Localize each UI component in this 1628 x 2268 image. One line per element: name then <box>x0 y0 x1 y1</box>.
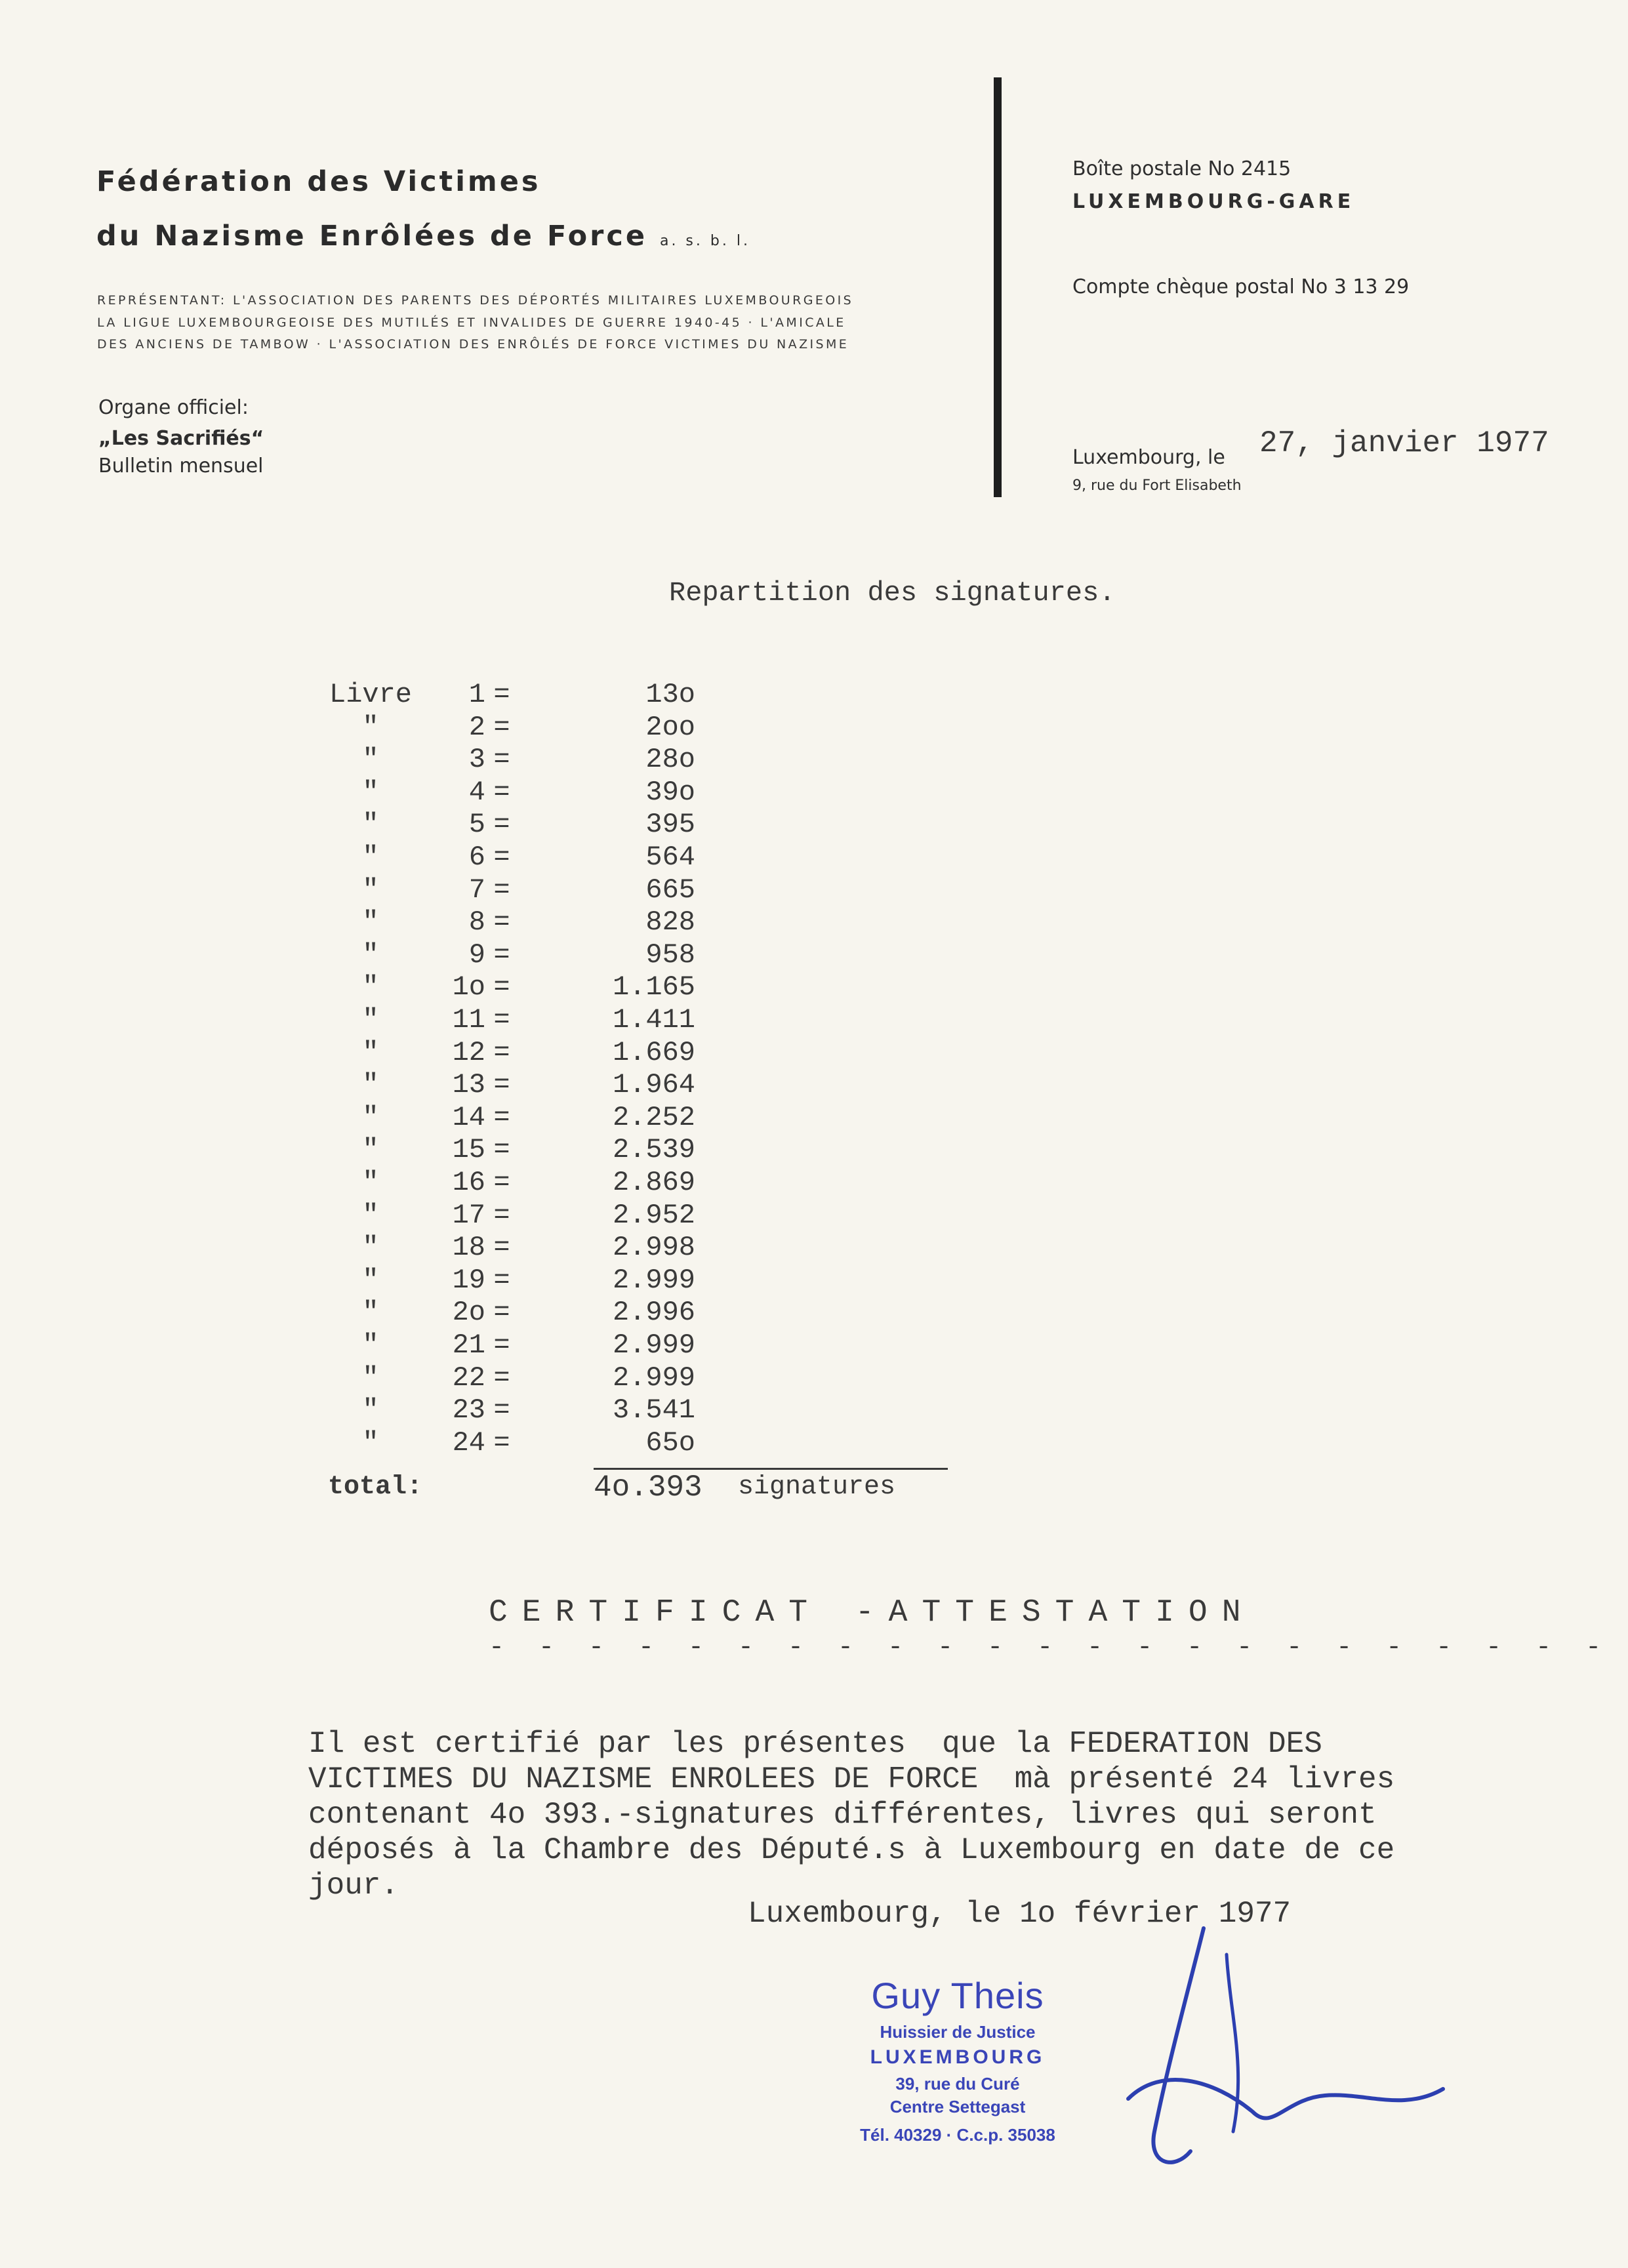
table-row <box>328 1265 695 1296</box>
row-equals: = <box>493 1199 510 1231</box>
table-row <box>328 1297 695 1328</box>
row-equals: = <box>493 1264 510 1296</box>
row-equals: = <box>493 1004 510 1036</box>
row-number: 8 <box>468 906 485 939</box>
table-row <box>328 1427 695 1459</box>
row-value: 28o <box>645 744 695 776</box>
letterhead-divider <box>994 77 1002 497</box>
table-row <box>328 1167 695 1198</box>
row-prefix: " <box>362 1199 379 1231</box>
row-equals: = <box>493 874 510 906</box>
table-row <box>328 1037 695 1068</box>
table-row <box>328 744 695 775</box>
row-value: 2.252 <box>612 1101 695 1133</box>
row-value: 1.964 <box>612 1069 695 1101</box>
row-equals: = <box>493 971 510 1003</box>
asbl-label: a. s. b. l. <box>659 233 750 249</box>
row-prefix: " <box>362 874 379 906</box>
row-value: 2.869 <box>612 1167 695 1198</box>
row-number: 16 <box>452 1167 485 1198</box>
row-equals: = <box>493 1297 510 1329</box>
row-number: 15 <box>452 1134 485 1166</box>
row-number: 5 <box>468 809 485 841</box>
row-value: 828 <box>645 906 695 939</box>
row-value: 13o <box>645 679 695 710</box>
table-row <box>328 777 695 808</box>
row-equals: = <box>493 1167 510 1198</box>
table-row <box>328 1134 695 1165</box>
certificate-heading: CERTIFICAT -ATTESTATION <box>489 1595 1255 1630</box>
stamp-title: Huissier de Justice <box>880 2022 1036 2042</box>
row-value: 1.411 <box>612 1004 695 1036</box>
table-row <box>328 1200 695 1231</box>
org-name-text: du Nazisme Enrôlées de Force <box>96 220 647 253</box>
row-prefix: " <box>362 1329 379 1361</box>
table-row <box>328 1004 695 1036</box>
row-value: 65o <box>645 1427 695 1459</box>
cert-date: Luxembourg, le 1o février 1977 <box>748 1897 1292 1931</box>
luxembourg-gare: LUXEMBOURG-GARE <box>1072 190 1355 213</box>
row-number: 18 <box>452 1232 485 1264</box>
row-prefix: " <box>362 711 379 743</box>
boite-postale: Boîte postale No 2415 <box>1072 157 1292 180</box>
row-number: 6 <box>468 841 485 873</box>
row-prefix: " <box>362 906 379 939</box>
row-equals: = <box>493 1329 510 1361</box>
table-row <box>328 1329 695 1361</box>
cert-line-1: Il est certifié par les présentes que la FEDERATION DES <box>308 1727 1322 1761</box>
row-prefix: " <box>362 1167 379 1198</box>
row-prefix: " <box>362 776 379 808</box>
row-equals: = <box>493 776 510 808</box>
row-equals: = <box>493 744 510 776</box>
row-prefix: " <box>362 1362 379 1394</box>
letter-date: 27, janvier 1977 <box>1259 426 1549 460</box>
row-value: 2.952 <box>612 1199 695 1231</box>
row-prefix: " <box>362 841 379 873</box>
row-prefix: " <box>362 1036 379 1068</box>
total-unit: signatures <box>738 1472 896 1502</box>
row-number: 21 <box>452 1329 485 1361</box>
row-number: 13 <box>452 1069 485 1101</box>
stamp-tel: Tél. 40329 · C.c.p. 35038 <box>860 2125 1055 2145</box>
stamp-centre: Centre Settegast <box>889 2097 1026 2116</box>
stamp-city: LUXEMBOURG <box>870 2046 1046 2068</box>
table-row <box>328 679 695 710</box>
table-row <box>328 1362 695 1394</box>
row-value: 1.669 <box>612 1036 695 1068</box>
row-value: 564 <box>645 841 695 873</box>
organe-name: „Les Sacrifiés“ <box>98 427 264 450</box>
cert-line-3: contenant 4o 393.-signatures différentes, livres qui seront <box>308 1798 1377 1832</box>
certificate-underline: - - - - - - - - - - - - - - - - - - - - - - - <box>489 1633 1611 1663</box>
organe-label: Organe officiel: <box>98 396 249 419</box>
row-prefix: " <box>362 1232 379 1264</box>
row-number: 12 <box>452 1036 485 1068</box>
table-row <box>328 841 695 873</box>
row-number: 9 <box>468 939 485 971</box>
handwritten-signature <box>1049 1915 1522 2230</box>
row-equals: = <box>493 679 510 710</box>
row-equals: = <box>493 1362 510 1394</box>
table-row <box>328 906 695 938</box>
org-name-line1: Fédération des Victimes <box>96 165 541 198</box>
row-number: 11 <box>452 1004 485 1036</box>
row-value: 2oo <box>645 711 695 743</box>
row-prefix: " <box>362 744 379 776</box>
row-number: 1o <box>452 971 485 1003</box>
table-row <box>328 1102 695 1133</box>
row-prefix: " <box>362 1264 379 1296</box>
represent-line-2: LA LIGUE LUXEMBOURGEOISE DES MUTILÉS ET INVALIDES DE GUERRE 1940-45 · L'AMICALE <box>97 315 846 330</box>
row-value: 2.998 <box>612 1232 695 1264</box>
table-row <box>328 809 695 840</box>
row-value: 1.165 <box>612 971 695 1003</box>
row-number: 22 <box>452 1362 485 1394</box>
row-value: 2.999 <box>612 1329 695 1361</box>
cert-line-4: déposés à la Chambre des Député.s à Luxembourg en date de ce <box>308 1833 1395 1867</box>
table-row <box>328 1394 695 1426</box>
table-row <box>328 939 695 971</box>
row-value: 665 <box>645 874 695 906</box>
compte-cheque: Compte chèque postal No 3 13 29 <box>1072 275 1410 298</box>
row-prefix: " <box>362 809 379 841</box>
row-equals: = <box>493 1232 510 1264</box>
total-label: total: <box>328 1472 423 1502</box>
org-name-line2 <box>96 220 750 253</box>
row-prefix: " <box>362 1297 379 1329</box>
row-number: 23 <box>452 1394 485 1427</box>
row-prefix: " <box>362 1101 379 1133</box>
table-row <box>328 1069 695 1101</box>
row-number: 4 <box>468 776 485 808</box>
row-value: 39o <box>645 776 695 808</box>
distribution-title: Repartition des signatures. <box>669 577 1116 609</box>
represent-line-1: REPRÉSENTANT: L'ASSOCIATION DES PARENTS DES DÉPORTÉS MILITAIRES LUXEMBOURGEOIS <box>97 293 854 308</box>
row-value: 2.999 <box>612 1264 695 1296</box>
row-number: 19 <box>452 1264 485 1296</box>
table-row <box>328 971 695 1003</box>
address: 9, rue du Fort Elisabeth <box>1072 477 1242 494</box>
row-prefix: " <box>362 1069 379 1101</box>
row-prefix: " <box>362 1427 379 1459</box>
row-number: 2 <box>468 711 485 743</box>
row-number: 3 <box>468 744 485 776</box>
row-equals: = <box>493 841 510 873</box>
row-value: 2.999 <box>612 1362 695 1394</box>
table-row <box>328 1232 695 1263</box>
total-value: 4o.393 <box>594 1470 702 1505</box>
row-prefix: Livre <box>329 679 413 710</box>
row-number: 1 <box>468 679 485 710</box>
row-number: 2o <box>452 1297 485 1329</box>
row-prefix: " <box>362 1004 379 1036</box>
row-number: 24 <box>452 1427 485 1459</box>
sum-rule <box>594 1468 948 1470</box>
row-prefix: " <box>362 1134 379 1166</box>
row-value: 395 <box>645 809 695 841</box>
row-equals: = <box>493 711 510 743</box>
row-equals: = <box>493 906 510 939</box>
cert-line-5: jour. <box>308 1869 399 1903</box>
row-equals: = <box>493 939 510 971</box>
row-equals: = <box>493 1069 510 1101</box>
table-row <box>328 712 695 743</box>
row-equals: = <box>493 1101 510 1133</box>
row-prefix: " <box>362 971 379 1003</box>
row-value: 2.996 <box>612 1297 695 1329</box>
row-value: 958 <box>645 939 695 971</box>
row-value: 3.541 <box>612 1394 695 1427</box>
row-number: 17 <box>452 1199 485 1231</box>
table-row <box>328 874 695 906</box>
organe-sub: Bulletin mensuel <box>98 455 264 477</box>
place-label: Luxembourg, le <box>1072 446 1225 469</box>
row-number: 7 <box>468 874 485 906</box>
row-equals: = <box>493 1427 510 1459</box>
row-equals: = <box>493 1394 510 1427</box>
cert-line-2: VICTIMES DU NAZISME ENROLEES DE FORCE mà présenté 24 livres <box>308 1762 1395 1796</box>
row-equals: = <box>493 809 510 841</box>
row-prefix: " <box>362 1394 379 1427</box>
stamp-name: Guy Theis <box>871 1975 1044 2016</box>
row-number: 14 <box>452 1101 485 1133</box>
row-prefix: " <box>362 939 379 971</box>
stamp-street: 39, rue du Curé <box>895 2074 1020 2094</box>
represent-line-3: DES ANCIENS DE TAMBOW · L'ASSOCIATION DES ENRÔLÉS DE FORCE VICTIMES DU NAZISME <box>97 337 849 352</box>
row-equals: = <box>493 1134 510 1166</box>
row-equals: = <box>493 1036 510 1068</box>
row-value: 2.539 <box>612 1134 695 1166</box>
